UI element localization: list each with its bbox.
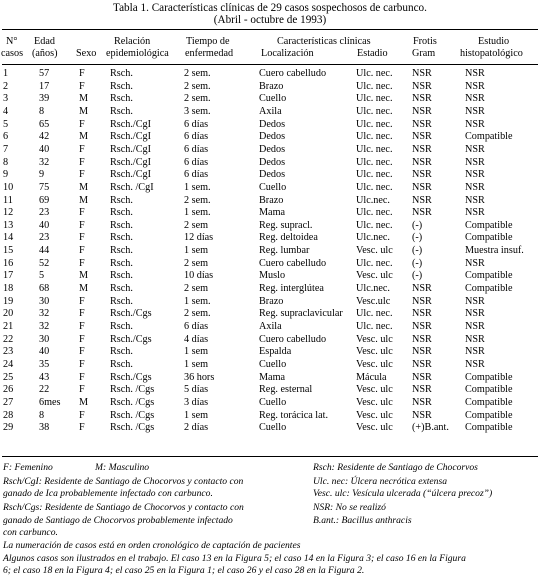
cell-relation: Rsch./Cgs (110, 333, 152, 345)
cell-histopathology: Compatible (465, 396, 513, 408)
cell-histopathology: NSR (465, 143, 485, 155)
cell-gram: (-) (412, 219, 423, 231)
cell-location: Reg. interglútea (259, 283, 324, 295)
cell-sex: M (79, 283, 89, 295)
cell-relation: Rsch. (110, 219, 133, 231)
cell-stage: Vesc. ulc (356, 270, 393, 282)
cell-case-no: 16 (3, 257, 14, 269)
cell-duration: 12 días (184, 232, 214, 244)
cell-case-no: 17 (3, 270, 14, 282)
footnote-rsch-cgi-cont: ganado de Ica probablemente infectado con carbunco. (3, 488, 213, 499)
cell-stage: Ulc. nec. (356, 118, 393, 130)
cell-stage: Ulc. nec. (356, 169, 393, 181)
cell-case-no: 24 (3, 358, 14, 370)
cell-case-no: 23 (3, 346, 14, 358)
cell-relation: Rsch. /Cgs (110, 396, 155, 408)
cell-duration: 1 sem. (184, 207, 211, 219)
cell-relation: Rsch./CgI (110, 131, 152, 143)
cell-duration: 6 días (184, 143, 209, 155)
cell-location: Reg. torácica lat. (259, 409, 329, 421)
cell-histopathology: Compatible (465, 422, 513, 434)
header-edad: Edad (34, 36, 55, 47)
cell-case-no: 21 (3, 321, 14, 332)
cell-histopathology: Muestra insuf. (465, 245, 524, 257)
cell-sex: F (79, 295, 85, 307)
cell-location: Dedos (259, 118, 286, 130)
cell-case-no: 18 (3, 283, 14, 295)
cell-sex: M (79, 93, 89, 105)
footnote-rsch-cgi: Rsch/CgI: Residente de Santiago de Chocorvos y contacto con (3, 476, 244, 487)
cell-relation: Rsch. (110, 105, 133, 117)
top-rule (2, 29, 538, 30)
cell-duration: 2 sem. (184, 80, 211, 92)
footnote-rsch-cgs: Rsch/Cgs: Residente de Santiago de Chocorvos y contacto con (3, 502, 244, 513)
footnote-numeracion: La numeración de casos está en orden cronológico de captación de pacientes (3, 540, 301, 551)
header-no: N° (6, 36, 18, 47)
cell-stage: Ulc. nec. (356, 181, 393, 193)
cell-age: 32 (39, 321, 50, 332)
cell-histopathology: NSR (465, 105, 485, 117)
cell-age: 39 (39, 93, 50, 105)
cell-relation: Rsch. (110, 346, 133, 358)
header-frotis: Frotis (413, 36, 437, 47)
cell-relation: Rsch. (110, 358, 133, 370)
cell-stage: Vesc. ulc (356, 333, 393, 345)
cell-gram: NSR (412, 371, 432, 383)
cell-location: Reg. deltoidea (259, 232, 318, 244)
cell-stage: Ulc. nec. (356, 156, 393, 168)
cell-stage: Vesc. ulc (356, 346, 393, 358)
cell-gram: (-) (412, 270, 423, 282)
cell-sex: F (79, 143, 85, 155)
cell-gram: NSR (412, 308, 432, 320)
cell-age: 65 (39, 118, 50, 130)
cell-histopathology: NSR (465, 118, 485, 130)
cell-gram: NSR (412, 105, 432, 117)
cell-gram: NSR (412, 118, 432, 130)
cell-histopathology: Compatible (465, 270, 513, 282)
cell-location: Cuero cabelludo (259, 257, 327, 269)
footnote-rsch: Rsch: Residente de Santiago de Chocorvos (313, 462, 478, 473)
cell-age: 42 (39, 131, 50, 143)
cell-case-no: 8 (3, 156, 9, 168)
cell-location: Axila (259, 105, 282, 117)
cell-relation: Rsch. /Cgs (110, 422, 155, 434)
cell-sex: F (79, 232, 85, 244)
cell-age: 5 (39, 270, 45, 282)
cell-case-no: 13 (3, 219, 14, 231)
cell-stage: Mácula (356, 371, 387, 383)
cell-duration: 2 sem. (184, 308, 211, 320)
cell-case-no: 26 (3, 384, 14, 396)
cell-location: Cuero cabelludo (259, 68, 327, 79)
cell-stage: Vesc. ulc (356, 384, 393, 396)
cell-sex: F (79, 346, 85, 358)
cell-relation: Rsch. /Cgs (110, 384, 155, 396)
cell-age: 30 (39, 333, 50, 345)
cell-gram: NSR (412, 396, 432, 408)
cell-location: Mama (259, 207, 286, 219)
footnote-vesc-ulc: Vesc. ulc: Vesícula ulcerada (“úlcera precoz”) (313, 488, 493, 499)
cell-relation: Rsch. (110, 80, 133, 92)
cell-case-no: 6 (3, 131, 9, 143)
cell-gram: NSR (412, 283, 432, 295)
cell-relation: Rsch./CgI (110, 143, 152, 155)
cell-relation: Rsch./Cgs (110, 371, 152, 383)
cell-stage: Ulc. nec. (356, 219, 393, 231)
cell-duration: 6 días (184, 118, 209, 130)
cell-stage: Ulc. nec. (356, 308, 393, 320)
cell-age: 68 (39, 283, 50, 295)
footnote-b-ant: B.ant.: Bacillus anthracis (313, 515, 412, 526)
cell-duration: 10 días (184, 270, 214, 282)
cell-location: Reg. lumbar (259, 245, 310, 257)
cell-sex: F (79, 156, 85, 168)
cell-sex: F (79, 371, 85, 383)
cell-case-no: 3 (3, 93, 9, 105)
cell-case-no: 9 (3, 169, 9, 181)
cell-histopathology: NSR (465, 156, 485, 168)
cell-location: Cuello (259, 422, 287, 434)
cell-duration: 2 sem (184, 257, 209, 269)
cell-sex: F (79, 118, 85, 130)
cell-sex: F (79, 409, 85, 421)
cell-relation: Rsch. /Cgs (110, 409, 155, 421)
cell-duration: 2 sem (184, 219, 209, 231)
cell-relation: Rsch. (110, 283, 133, 295)
cell-duration: 6 días (184, 156, 209, 168)
cell-case-no: 12 (3, 207, 14, 219)
header-anos: (años) (32, 48, 58, 59)
cell-gram: NSR (412, 333, 432, 345)
header-enfermedad: enfermedad (185, 48, 234, 59)
cell-duration: 2 sem (184, 283, 209, 295)
cell-age: 23 (39, 232, 50, 244)
cell-histopathology: NSR (465, 295, 485, 307)
cell-relation: Rsch. /CgI (110, 181, 154, 193)
cell-location: Cuello (259, 93, 287, 105)
cell-sex: F (79, 422, 85, 434)
cell-age: 43 (39, 371, 50, 383)
footnote-rsch-cgs-end: con carbunco. (3, 527, 58, 538)
cell-stage: Ulc.nec. (356, 232, 390, 244)
cell-stage: Vesc. ulc (356, 245, 393, 257)
cell-relation: Rsch. (110, 321, 133, 332)
cell-case-no: 22 (3, 333, 14, 345)
cell-stage: Ulc. nec. (356, 321, 393, 332)
header-estadio: Estadio (357, 48, 388, 59)
header-epidemiologica: epidemiológica (106, 48, 169, 59)
cell-duration: 2 sem. (184, 194, 211, 206)
bottom-rule (2, 456, 538, 457)
cell-duration: 1 sem (184, 245, 209, 257)
cell-duration: 1 sem. (184, 295, 211, 307)
cell-sex: F (79, 68, 85, 79)
cell-case-no: 11 (3, 194, 13, 206)
cell-sex: F (79, 207, 85, 219)
cell-gram: NSR (412, 194, 432, 206)
cell-sex: F (79, 257, 85, 269)
cell-location: Brazo (259, 80, 284, 92)
cell-location: Mama (259, 371, 286, 383)
cell-case-no: 25 (3, 371, 14, 383)
cell-relation: Rsch. (110, 207, 133, 219)
cell-duration: 3 días (184, 396, 209, 408)
header-histopatologico: histopatológico (460, 48, 523, 59)
cell-stage: Ulc. nec. (356, 105, 393, 117)
cell-duration: 1 sem (184, 346, 209, 358)
cell-age: 38 (39, 422, 50, 434)
cell-histopathology: NSR (465, 346, 485, 358)
cell-case-no: 4 (3, 105, 9, 117)
cell-duration: 36 hors (184, 371, 215, 383)
cell-duration: 1 sem (184, 409, 209, 421)
cell-age: 9 (39, 169, 45, 181)
cell-age: 75 (39, 181, 50, 193)
cell-stage: Ulc. nec. (356, 93, 393, 105)
cell-relation: Rsch./CgI (110, 156, 152, 168)
cell-location: Dedos (259, 169, 286, 181)
cell-location: Espalda (259, 346, 292, 358)
cell-stage: Vesc. ulc (356, 409, 393, 421)
cell-age: 40 (39, 143, 50, 155)
cell-sex: F (79, 219, 85, 231)
cell-age: 32 (39, 308, 50, 320)
cell-histopathology: NSR (465, 308, 485, 320)
cell-case-no: 29 (3, 422, 14, 434)
cell-duration: 2 sem. (184, 68, 211, 79)
cell-stage: Ulc. nec. (356, 80, 393, 92)
cell-gram: NSR (412, 181, 432, 193)
header-casos: casos (1, 48, 24, 59)
cell-sex: F (79, 384, 85, 396)
cell-duration: 6 días (184, 169, 209, 181)
cell-histopathology: NSR (465, 80, 485, 92)
cell-histopathology: Compatible (465, 384, 513, 396)
cell-age: 57 (39, 68, 50, 79)
cell-histopathology: NSR (465, 93, 485, 105)
cell-case-no: 27 (3, 396, 14, 408)
footnote-nsr: NSR: No se realizó (313, 502, 386, 513)
cell-histopathology: NSR (465, 257, 485, 269)
cell-location: Dedos (259, 156, 286, 168)
cell-age: 35 (39, 358, 50, 370)
cell-case-no: 14 (3, 232, 14, 244)
cell-case-no: 2 (3, 80, 9, 92)
table-title: Tabla 1. Características clínicas de 29 casos sospechosos de carbunco. (113, 2, 427, 14)
cell-stage: Vesc. ulc (356, 358, 393, 370)
cell-sex: M (79, 181, 89, 193)
cell-gram: NSR (412, 207, 432, 219)
cell-histopathology: Compatible (465, 371, 513, 383)
cell-duration: 6 días (184, 321, 209, 332)
cell-sex: F (79, 333, 85, 345)
cell-gram: NSR (412, 384, 432, 396)
cell-stage: Ulc. nec. (356, 143, 393, 155)
cell-gram: NSR (412, 93, 432, 105)
cell-gram: (+)B.ant. (412, 422, 449, 434)
header-tiempo: Tiempo de (186, 36, 230, 47)
cell-histopathology: NSR (465, 181, 485, 193)
footnote-rsch-cgs-cont: ganado de Santiago de Chocorvos probablemente infectado (3, 515, 233, 526)
cell-histopathology: Compatible (465, 131, 513, 143)
cell-case-no: 10 (3, 181, 14, 193)
cell-case-no: 1 (3, 68, 9, 79)
cell-sex: M (79, 194, 89, 206)
cell-sex: F (79, 80, 85, 92)
cell-relation: Rsch./CgI (110, 169, 152, 181)
table-subtitle: (Abril - octubre de 1993) (213, 14, 327, 26)
footnote-figuras-cont: 6; el caso 18 en la Figura 4; el caso 25 en la Figura 1; el caso 26 y el caso 28 en la Figura 2. (3, 565, 365, 576)
cell-histopathology: NSR (465, 321, 485, 332)
cell-histopathology: Compatible (465, 219, 513, 231)
cell-gram: NSR (412, 295, 432, 307)
cell-histopathology: Compatible (465, 232, 513, 244)
cell-sex: F (79, 169, 85, 181)
cell-location: Cuero cabelludo (259, 333, 327, 345)
cell-location: Reg. supracl. (259, 219, 313, 231)
cell-stage: Ulc. nec. (356, 207, 393, 219)
header-caracteristicas: Características clínicas (277, 36, 371, 47)
cell-sex: M (79, 105, 89, 117)
cell-age: 52 (39, 257, 50, 269)
cell-location: Axila (259, 321, 282, 332)
cell-location: Reg. supraclavicular (259, 308, 343, 320)
cell-gram: NSR (412, 143, 432, 155)
cell-age: 22 (39, 384, 50, 396)
cell-age: 40 (39, 346, 50, 358)
cell-duration: 1 sem (184, 358, 209, 370)
cell-sex: M (79, 396, 89, 408)
cell-age: 8 (39, 105, 45, 117)
cell-age: 44 (39, 245, 50, 257)
cell-relation: Rsch. (110, 270, 133, 282)
cell-sex: F (79, 308, 85, 320)
cell-histopathology: Compatible (465, 283, 513, 295)
cell-duration: 6 días (184, 131, 209, 143)
cell-stage: Vesc. ulc (356, 396, 393, 408)
cell-relation: Rsch. (110, 68, 133, 79)
header-localizacion: Localización (261, 48, 314, 59)
cell-duration: 4 días (184, 333, 209, 345)
cell-histopathology: NSR (465, 207, 485, 219)
cell-stage: Vesc. ulc (356, 422, 393, 434)
cell-sex: F (79, 358, 85, 370)
cell-stage: Ulc. nec. (356, 257, 393, 269)
cell-gram: (-) (412, 257, 423, 269)
cell-stage: Ulc. nec. (356, 68, 393, 79)
cell-location: Dedos (259, 131, 286, 143)
cell-sex: M (79, 131, 89, 143)
cell-case-no: 5 (3, 118, 9, 130)
cell-gram: NSR (412, 346, 432, 358)
cell-stage: Ulc.nec. (356, 283, 390, 295)
cell-gram: (-) (412, 232, 423, 244)
cell-relation: Rsch. (110, 245, 133, 257)
cell-age: 69 (39, 194, 50, 206)
cell-sex: M (79, 270, 89, 282)
footnote-masculino: M: Masculino (95, 462, 150, 473)
cell-gram: NSR (412, 68, 432, 79)
cell-relation: Rsch. (110, 232, 133, 244)
cell-location: Cuello (259, 358, 287, 370)
cell-sex: F (79, 321, 85, 332)
footnote-ulc-nec: Ulc. nec: Úlcera necrótica extensa (313, 476, 447, 487)
cell-duration: 3 sem. (184, 105, 211, 117)
cell-duration: 5 días (184, 384, 209, 396)
header-relacion: Relación (114, 36, 151, 47)
cell-case-no: 15 (3, 245, 14, 257)
cell-relation: Rsch./CgI (110, 118, 152, 130)
cell-duration: 2 sem. (184, 93, 211, 105)
cell-duration: 1 sem. (184, 181, 211, 193)
cell-age: 6mes (39, 396, 61, 408)
cell-relation: Rsch./Cgs (110, 308, 152, 320)
cell-case-no: 28 (3, 409, 14, 421)
cell-histopathology: NSR (465, 333, 485, 345)
header-sexo: Sexo (76, 48, 97, 59)
header-estudio: Estudio (478, 36, 510, 47)
header-gram: Gram (412, 48, 436, 59)
cell-age: 40 (39, 219, 50, 231)
cell-location: Muslo (259, 270, 286, 282)
cell-relation: Rsch. (110, 295, 133, 307)
cell-stage: Ulc.nec. (356, 194, 390, 206)
header-rule (2, 64, 538, 65)
cell-location: Brazo (259, 194, 284, 206)
cell-duration: 2 días (184, 422, 209, 434)
cell-histopathology: NSR (465, 194, 485, 206)
cell-histopathology: NSR (465, 68, 485, 79)
cell-histopathology: NSR (465, 169, 485, 181)
cell-gram: NSR (412, 409, 432, 421)
cell-sex: F (79, 245, 85, 257)
cell-case-no: 20 (3, 308, 14, 320)
cell-relation: Rsch. (110, 194, 133, 206)
cell-age: 30 (39, 295, 50, 307)
cell-gram: NSR (412, 156, 432, 168)
cell-location: Reg. esternal (259, 384, 313, 396)
cell-age: 17 (39, 80, 50, 92)
cell-gram: NSR (412, 169, 432, 181)
cell-relation: Rsch. (110, 93, 133, 105)
cell-stage: Ulc. nec. (356, 131, 393, 143)
cell-case-no: 19 (3, 295, 14, 307)
cell-stage: Vesc.ulc (356, 295, 391, 307)
cell-gram: NSR (412, 358, 432, 370)
cell-relation: Rsch. (110, 257, 133, 269)
cell-age: 23 (39, 207, 50, 219)
cell-location: Cuello (259, 181, 287, 193)
cell-histopathology: NSR (465, 358, 485, 370)
footnote-femenino: F: Femenino (3, 462, 53, 473)
cell-age: 32 (39, 156, 50, 168)
cell-gram: NSR (412, 131, 432, 143)
footnote-figuras: Algunos casos son ilustrados en el trabajo. El caso 13 en la Figura 5; el caso 14 en la Figura 3; el caso 16 en la Figura (3, 553, 466, 564)
cell-location: Dedos (259, 143, 286, 155)
cell-histopathology: Compatible (465, 409, 513, 421)
cell-case-no: 7 (3, 143, 9, 155)
cell-gram: NSR (412, 321, 432, 332)
cell-location: Cuello (259, 396, 287, 408)
cell-location: Brazo (259, 295, 284, 307)
cell-gram: NSR (412, 80, 432, 92)
cell-gram: (-) (412, 245, 423, 257)
cell-age: 8 (39, 409, 45, 421)
